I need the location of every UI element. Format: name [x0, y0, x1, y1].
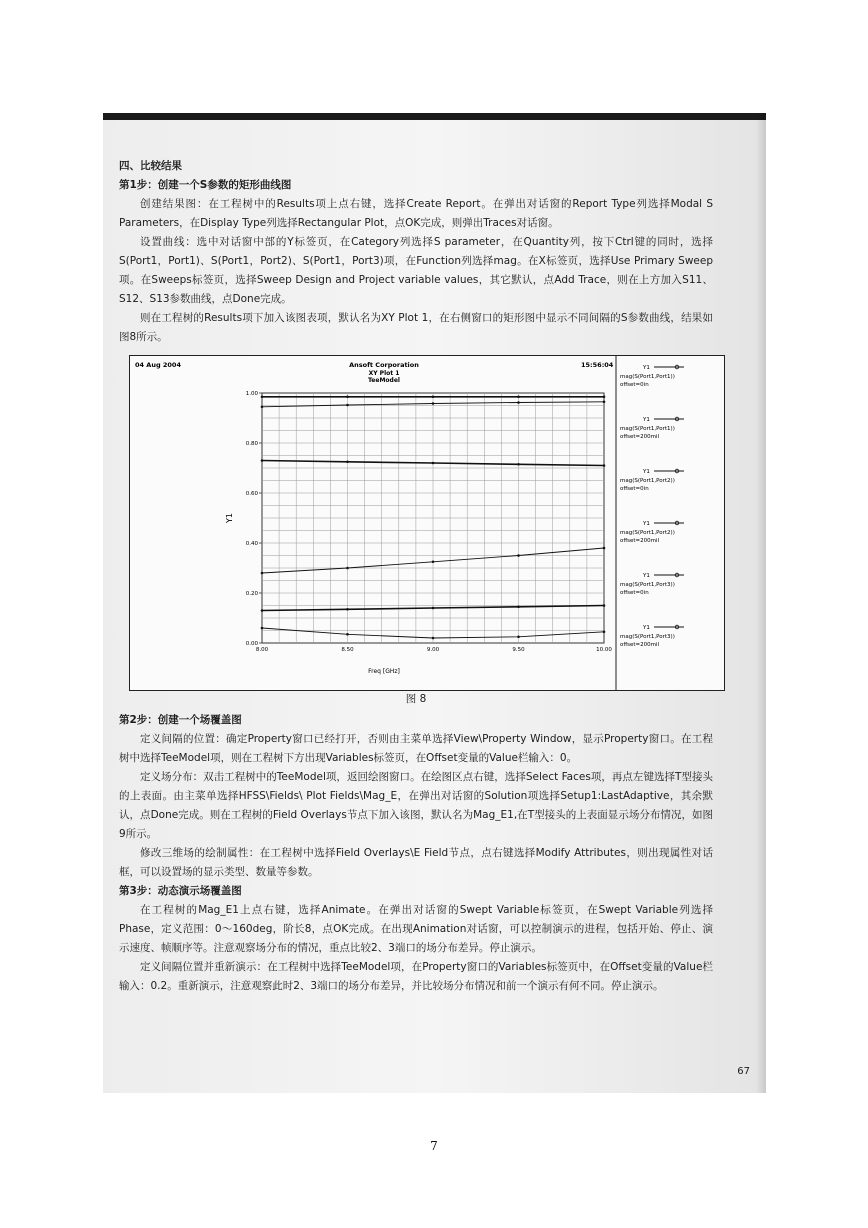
y-axis-label: Y1 [225, 513, 234, 523]
xy-plot-svg [129, 355, 725, 691]
legend-series-label: Y1 [643, 417, 650, 423]
paragraph-results-added: 则在工程树的Results项下加入该图表项，默认名为XY Plot 1，在右侧窗口的矩形图中显示不同间隔的S参数曲线，结果如图8所示。 [119, 312, 713, 343]
plot-time: 15:56:04 [581, 361, 614, 369]
legend-expression: mag(S(Port1,Port1)) [620, 374, 675, 380]
x-tick-label: 9.00 [426, 647, 440, 653]
data-point [432, 402, 435, 405]
paragraph-define-field: 定义场分布：双击工程树中的TeeModel项，返回绘图窗口。在绘图区点右键，选择Select Faces项，再点左键选择T型接头的上表面。由主菜单选择HFSS\Fields\ Plot Fields\Mag_E，在弹出对话窗的Solution项选择Setup1:LastAdaptive，其余默认，点Done完成。则在工程树的Field Overlays节点下加入该图，默认名为Mag_E1,在T型接头的上表面显示场分布情况，如图9所示。 [119, 771, 713, 840]
y-tick-label: 0.20 [245, 591, 258, 597]
legend-expression: mag(S(Port1,Port1)) [620, 426, 675, 432]
paragraph-define-offset: 定义间隔的位置：确定Property窗口已经打开，否则由主菜单选择View\Property Window，显示Property窗口。在工程树中选择TeeModel项，则在工程树下方出现Variables标签页，在Offset变量的Value栏输入：0。 [119, 733, 713, 764]
figure-8-plot [129, 355, 725, 691]
data-point [517, 635, 520, 638]
document-body [119, 157, 713, 996]
x-axis-label: Freq [GHz] [368, 668, 400, 675]
figure-caption: 图 8 [405, 693, 427, 705]
legend-series-label: Y1 [643, 573, 650, 579]
legend-series-label: Y1 [643, 365, 650, 371]
data-point [603, 630, 606, 633]
paragraph-animate: 在工程树的Mag_E1上点右键，选择Animate。在弹出对话窗的Swept Variable标签页，在Swept Variable列选择Phase，定义范围：0～160deg，阶长8，点OK完成。在出现Animation对话窗，可以控制演示的进程，包括开始、停止、演示速度、帧顺序等。注意观察场分布的情况，重点比较2、3端口的场分布差异。停止演示。 [119, 904, 713, 954]
legend-offset: offset=200mil [620, 538, 660, 544]
legend-series-label: Y1 [643, 625, 650, 631]
data-point [432, 607, 435, 610]
data-point [517, 395, 520, 398]
data-point [603, 400, 606, 403]
section-heading: 四、比较结果 [119, 160, 182, 172]
data-point [432, 395, 435, 398]
data-point [603, 604, 606, 607]
y-tick-label: 1.00 [245, 391, 258, 397]
data-point [261, 572, 264, 575]
y-tick-label: 0.60 [245, 491, 258, 497]
scan-page-number: 67 [737, 1066, 750, 1077]
plot-model: TeeModel [368, 377, 400, 384]
data-point [432, 637, 435, 640]
data-point [517, 605, 520, 608]
data-point [346, 608, 349, 611]
legend-offset: offset=0in [620, 486, 649, 492]
plot-date: 04 Aug 2004 [135, 361, 181, 369]
step1-heading: 第1步：创建一个S参数的矩形曲线图 [119, 179, 292, 191]
plot-title: XY Plot 1 [368, 370, 400, 377]
paragraph-modify-attributes: 修改三维场的绘制属性：在工程树中选择Field Overlays\E Field节点，点右键选择Modify Attributes，则出现属性对话框，可以设置场的显示类型、数量等参数。 [119, 847, 713, 878]
x-tick-label: 8.00 [255, 647, 269, 653]
data-point [346, 460, 349, 463]
legend-expression: mag(S(Port1,Port3)) [620, 582, 675, 588]
data-point [517, 401, 520, 404]
paragraph-create-report: 创建结果图：在工程树中的Results项上点右键，选择Create Report。在弹出对话窗的Report Type列选择Modal S Parameters，在Display Type列选择Rectangular Plot，点OK完成，则弹出Traces对话窗。 [119, 198, 713, 229]
data-point [261, 395, 264, 398]
legend-offset: offset=0in [620, 590, 649, 596]
x-tick-label: 10.00 [596, 647, 612, 653]
legend-expression: mag(S(Port1,Port3)) [620, 634, 675, 640]
step2-heading: 第2步：创建一个场覆盖图 [119, 714, 242, 726]
data-point [603, 547, 606, 550]
legend-series-label: Y1 [643, 469, 650, 475]
legend-expression: mag(S(Port1,Port2)) [620, 530, 675, 536]
x-tick-label: 8.50 [341, 647, 354, 653]
scanned-page [103, 113, 766, 1093]
scan-top-border [103, 113, 766, 120]
y-tick-label: 0.00 [245, 641, 258, 647]
paragraph-set-curves: 设置曲线：选中对话窗中部的Y标签页，在Category列选择S parameter，在Quantity列，按下Ctrl键的同时，选择S(Port1，Port1)、S(Port1，Port2)、S(Port1，Port3)项，在Function列选择mag。在X标签页，选择Use Primary Sweep项。在Sweeps标签页，选择Sweep Design and Project variable values，其它默认，点Add Trace，则在上方加入S11、S12、S13参数曲线，点Done完成。 [119, 236, 713, 305]
legend-offset: offset=200mil [620, 642, 660, 648]
legend-expression: mag(S(Port1,Port2)) [620, 478, 675, 484]
data-point [346, 567, 349, 570]
x-tick-label: 9.50 [512, 647, 525, 653]
data-point [346, 633, 349, 636]
data-point [603, 464, 606, 467]
data-point [261, 627, 264, 630]
legend-offset: offset=0in [620, 382, 649, 388]
data-point [432, 560, 435, 563]
data-point [432, 462, 435, 465]
data-point [346, 404, 349, 407]
legend-offset: offset=200mil [620, 434, 660, 440]
y-tick-label: 0.40 [245, 541, 258, 547]
data-point [346, 395, 349, 398]
data-point [261, 609, 264, 612]
y-tick-label: 0.80 [245, 441, 258, 447]
paragraph-reanimate: 定义间隔位置并重新演示：在工程树中选择TeeModel项，在Property窗口的Variables标签页中，在Offset变量的Value栏输入：0.2。重新演示，注意观察此时2、3端口的场分布差异，并比较场分布情况和前一个演示有何不同。停止演示。 [119, 961, 713, 992]
plot-company: Ansoft Corporation [349, 361, 419, 369]
data-point [261, 405, 264, 408]
data-point [517, 554, 520, 557]
data-point [603, 395, 606, 398]
data-point [517, 463, 520, 466]
data-point [261, 459, 264, 462]
legend-series-label: Y1 [643, 521, 650, 527]
step3-heading: 第3步：动态演示场覆盖图 [119, 885, 242, 897]
page-number: 7 [430, 1139, 438, 1153]
scan-edge-shadow [756, 113, 766, 1093]
